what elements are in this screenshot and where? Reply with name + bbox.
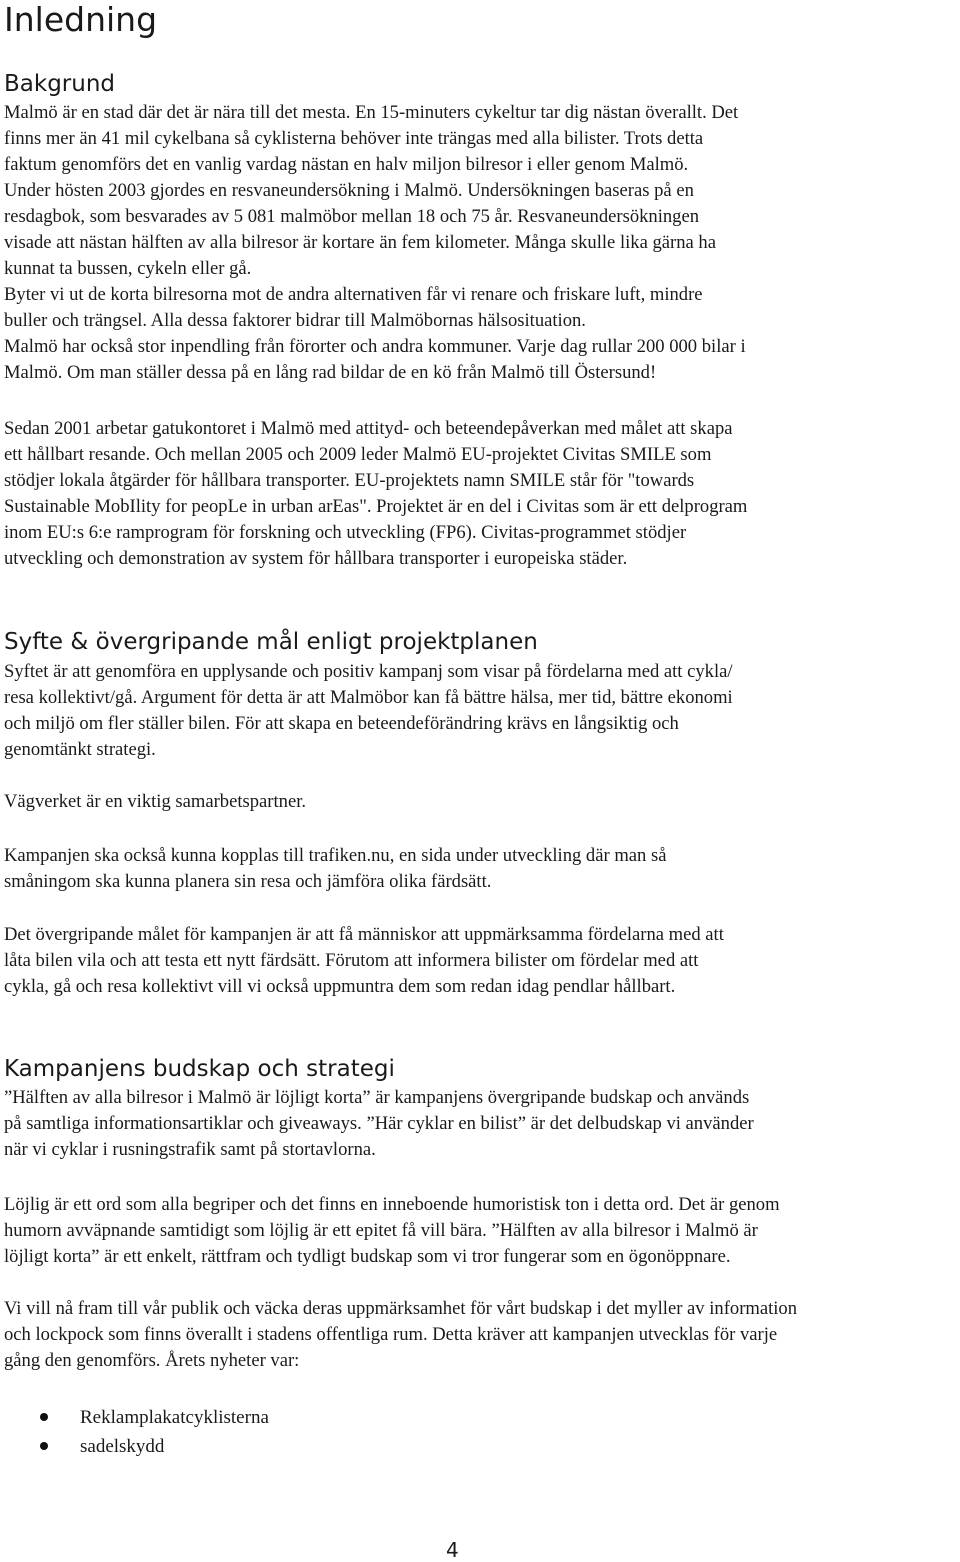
text-line: när vi cyklar i rusningstrafik samt på stortavlorna. bbox=[4, 1139, 376, 1160]
paragraph-syfte-2 bbox=[4, 789, 960, 815]
page-title: Inledning bbox=[4, 0, 158, 39]
text-line: Sustainable MobIlity for peopLe in urban arEas". Projektet är en del i Civitas som är ett delprogram bbox=[4, 496, 748, 517]
text-line: Byter vi ut de korta bilresorna mot de andra alternativen får vi renare och friskare luft, mindre bbox=[4, 284, 703, 305]
text-line: Sedan 2001 arbetar gatukontoret i Malmö med attityd- och beteendepåverkan med målet att skapa bbox=[4, 418, 733, 439]
text-line: kunnat ta bussen, cykeln eller gå. bbox=[4, 258, 252, 279]
text-line: Vi vill nå fram till vår publik och väcka deras uppmärksamhet för vårt budskap i det myller av information bbox=[4, 1298, 798, 1319]
paragraph-bakgrund-2 bbox=[4, 416, 960, 572]
text-line: inom EU:s 6:e ramprogram för forskning och utveckling (FP6). Civitas-programmet stödjer bbox=[4, 522, 687, 543]
list-item-label: sadelskydd bbox=[80, 1436, 165, 1457]
text-line: Malmö. Om man ställer dessa på en lång rad bildar de en kö från Malmö till Östersund! bbox=[4, 362, 657, 383]
heading-syfte: Syfte & övergripande mål enligt projektplanen bbox=[4, 629, 538, 655]
text-line: och lockpock som finns överallt i stadens offentliga rum. Detta kräver att kampanjen utvecklas för varje bbox=[4, 1324, 778, 1345]
paragraph-budskap-1 bbox=[4, 1085, 960, 1163]
text-line: resdagbok, som besvarades av 5 081 malmöbor mellan 18 och 75 år. Resvaneundersökningen bbox=[4, 206, 700, 227]
text-line: finns mer än 41 mil cykelbana så cyklisterna behöver inte trängas med alla bilister. Trots detta bbox=[4, 128, 704, 149]
text-line: Kampanjen ska också kunna kopplas till trafiken.nu, en sida under utveckling där man så bbox=[4, 845, 667, 866]
paragraph-syfte-1 bbox=[4, 659, 960, 763]
text-line: gång den genomförs. Årets nyheter var: bbox=[4, 1350, 300, 1371]
text-line: ett hållbart resande. Och mellan 2005 och 2009 leder Malmö EU-projektet Civitas SMILE som bbox=[4, 444, 712, 465]
text-line: buller och trängsel. Alla dessa faktorer bidrar till Malmöbornas hälsosituation. bbox=[4, 310, 586, 331]
paragraph-budskap-2 bbox=[4, 1192, 960, 1270]
text-line: Det övergripande målet för kampanjen är att få människor att uppmärksamma fördelarna med att bbox=[4, 924, 724, 945]
text-line: ”Hälften av alla bilresor i Malmö är löjligt korta” är kampanjens övergripande budskap och används bbox=[4, 1087, 750, 1108]
text-line: Under hösten 2003 gjordes en resvaneundersökning i Malmö. Undersökningen baseras på en bbox=[4, 180, 694, 201]
text-line: cykla, gå och resa kollektivt vill vi också uppmuntra dem som redan idag pendlar hållbart. bbox=[4, 976, 676, 997]
heading-budskap: Kampanjens budskap och strategi bbox=[4, 1056, 395, 1082]
text-line: Malmö är en stad där det är nära till det mesta. En 15-minuters cykeltur tar dig nästan överallt. Det bbox=[4, 102, 739, 123]
paragraph-syfte-3 bbox=[4, 843, 960, 895]
text-line: faktum genomförs det en vanlig vardag nästan en halv miljon bilresor i eller genom Malmö. bbox=[4, 154, 689, 175]
text-line: Vägverket är en viktig samarbetspartner. bbox=[4, 791, 307, 812]
text-line: på samtliga informationsartiklar och giveaways. ”Här cyklar en bilist” är det delbudskap vi använder bbox=[4, 1113, 754, 1134]
text-line: Syftet är att genomföra en upplysande och positiv kampanj som visar på fördelarna med att cykla/ bbox=[4, 661, 733, 682]
text-line: resa kollektivt/gå. Argument för detta är att Malmöbor kan få bättre hälsa, mer tid, bättre ekonomi bbox=[4, 687, 733, 708]
text-line: Malmö har också stor inpendling från förorter och andra kommuner. Varje dag rullar 200 000 bilar i bbox=[4, 336, 746, 357]
text-line: visade att nästan hälften av alla bilresor är kortare än fem kilometer. Många skulle lika gärna ha bbox=[4, 232, 716, 253]
text-line: humorn avväpnande samtidigt som löjlig är ett epitet få vill bära. ”Hälften av alla bilresor i Malmö är bbox=[4, 1220, 758, 1241]
list-item-label: Reklamplakatcyklisterna bbox=[80, 1407, 269, 1428]
paragraph-bakgrund-1 bbox=[4, 100, 960, 386]
text-line: löjligt korta” är ett enkelt, rättfram och tydligt budskap som vi tror fungerar som en ögonöppnare. bbox=[4, 1246, 731, 1267]
paragraph-budskap-3 bbox=[4, 1296, 960, 1374]
page-number: 4 bbox=[446, 1538, 459, 1562]
heading-bakgrund: Bakgrund bbox=[4, 71, 116, 97]
text-line: utveckling och demonstration av system för hållbara transporter i europeiska städer. bbox=[4, 548, 628, 569]
text-line: stödjer lokala åtgärder för hållbara transporter. EU-projektets namn SMILE står för "towards bbox=[4, 470, 695, 491]
paragraph-syfte-4 bbox=[4, 922, 960, 1000]
text-line: småningom ska kunna planera sin resa och jämföra olika färdsätt. bbox=[4, 871, 492, 892]
text-line: Löjlig är ett ord som alla begriper och det finns en inneboende humoristisk ton i detta ord. Det är genom bbox=[4, 1194, 780, 1215]
text-line: genomtänkt strategi. bbox=[4, 739, 156, 760]
text-line: och miljö om fler ställer bilen. För att skapa en beteendeförändring krävs en långsiktig och bbox=[4, 713, 679, 734]
text-line: låta bilen vila och att testa ett nytt färdsätt. Förutom att informera bilister om fördelar med att bbox=[4, 950, 699, 971]
bullet-icon bbox=[40, 1442, 48, 1450]
bullet-icon bbox=[40, 1413, 48, 1421]
